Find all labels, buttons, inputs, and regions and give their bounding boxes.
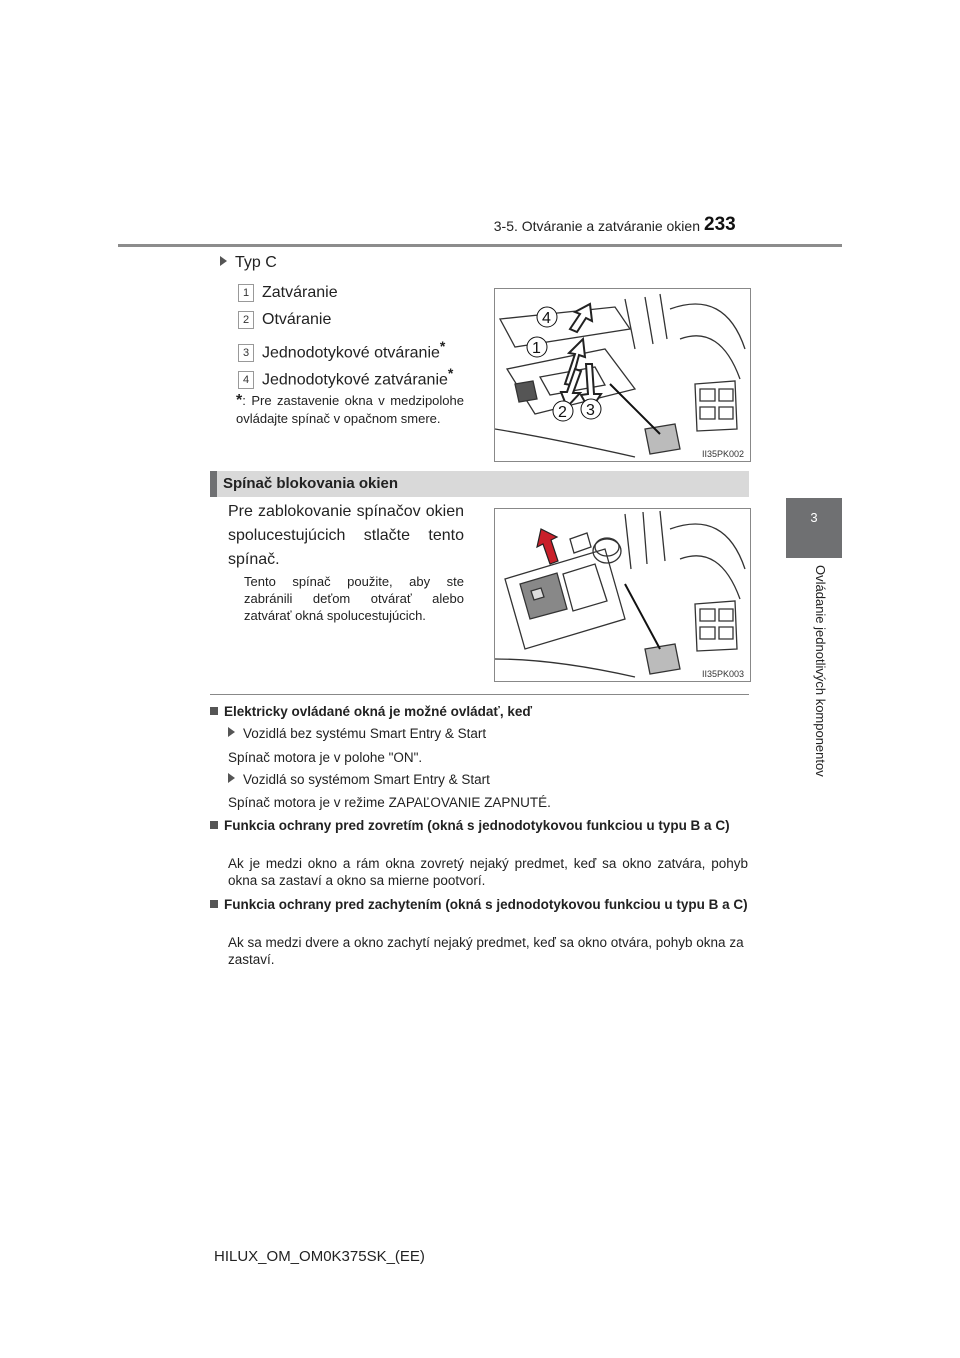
callout-2: 2 — [558, 404, 567, 421]
callout-3: 3 — [586, 402, 595, 419]
window-switch-illustration — [495, 289, 750, 461]
lock-main-text: Pre zablokovanie spínačov okien spolucestujúcich stlačte tento spínač. — [228, 503, 464, 568]
list-item — [238, 284, 338, 302]
footnote-star: * — [439, 338, 446, 354]
document-code: HILUX_OM_OM0K375SK_(EE) — [214, 1248, 425, 1265]
list-item — [238, 338, 445, 362]
note-text: Spínač motora je v polohe "ON". — [228, 750, 423, 765]
number-badge: 4 — [238, 371, 254, 389]
note-text: Ak sa medzi dvere a okno zachytí nejaký predmet, keď sa okno otvára, pohyb okna za zastaví. — [228, 935, 744, 967]
square-bullet-icon — [210, 821, 218, 829]
list-item — [238, 365, 453, 389]
chapter-title-text: Ovládanie jednotlivých komponentov — [813, 565, 828, 777]
note-condition — [228, 725, 748, 742]
chapter-tab — [786, 498, 842, 558]
figure-code: II35PK002 — [701, 449, 744, 459]
window-lock-figure — [494, 508, 751, 682]
number-badge: 3 — [238, 344, 254, 362]
number-badge: 2 — [238, 311, 254, 329]
note-title — [210, 817, 750, 834]
type-c-heading-text: Typ C — [235, 254, 277, 271]
square-bullet-icon — [210, 707, 218, 715]
arrow-right-icon — [228, 773, 235, 783]
section-title: 3-5. Otváranie a zatváranie okien — [493, 218, 700, 234]
divider — [210, 694, 749, 695]
item-label: Zatváranie — [262, 284, 338, 301]
number-badge: 1 — [238, 284, 254, 302]
figure-code: II35PK003 — [701, 669, 744, 679]
note-title-text: Elektricky ovládané okná je možné ovládať, keď — [224, 704, 533, 719]
note-title-text: Funkcia ochrany pred zovretím (okná s jednodotykovou funkciou u typu B a C) — [224, 818, 730, 833]
footnote-star: * — [447, 365, 454, 381]
footnote — [236, 392, 464, 428]
window-lock-illustration — [495, 509, 750, 681]
arrow-right-icon — [228, 727, 235, 737]
band-marker — [210, 471, 217, 497]
note-text: Spínač motora je v režime ZAPAĽOVANIE ZAPNUTÉ. — [228, 795, 551, 810]
condition-label: Vozidlá so systémom Smart Entry & Start — [243, 772, 490, 787]
chapter-number: 3 — [810, 510, 818, 525]
callout-4: 4 — [542, 310, 551, 327]
list-item — [238, 311, 331, 329]
note-title — [210, 703, 750, 720]
chapter-title — [808, 565, 828, 805]
header-rule — [118, 244, 842, 247]
note-text: Ak je medzi okno a rám okna zovretý nejaký predmet, keď sa okno zatvára, pohyb okna sa zastaví a okno sa mierne pootvorí. — [228, 856, 748, 888]
section-band — [210, 471, 749, 497]
arrow-right-icon — [220, 256, 227, 266]
note-condition — [228, 771, 748, 788]
item-label: Otváranie — [262, 311, 332, 328]
footnote-star: * — [236, 392, 243, 409]
item-label: Jednodotykové otváranie — [262, 344, 440, 362]
square-bullet-icon — [210, 900, 218, 908]
condition-label: Vozidlá bez systému Smart Entry & Start — [243, 726, 487, 741]
callout-1: 1 — [532, 340, 541, 357]
footnote-text: : Pre zastavenie okna v medzipolohe ovládajte spínač v opačnom smere. — [236, 393, 464, 426]
press-arrow-icon — [537, 529, 558, 564]
type-c-heading — [220, 254, 277, 272]
lock-section-title: Spínač blokovania okien — [223, 475, 399, 492]
window-switch-figure — [494, 288, 751, 462]
page-number: 233 — [704, 214, 736, 235]
note-title-text: Funkcia ochrany pred zachytením (okná s jednodotykovou funkciou u typu B a C) — [224, 897, 748, 912]
lock-note-text: Tento spínač použite, aby ste zabránili deťom otvárať alebo zatvárať okná spolucestujúcich. — [244, 574, 464, 623]
item-label: Jednodotykové zatváranie — [262, 371, 448, 389]
note-title — [210, 896, 750, 913]
